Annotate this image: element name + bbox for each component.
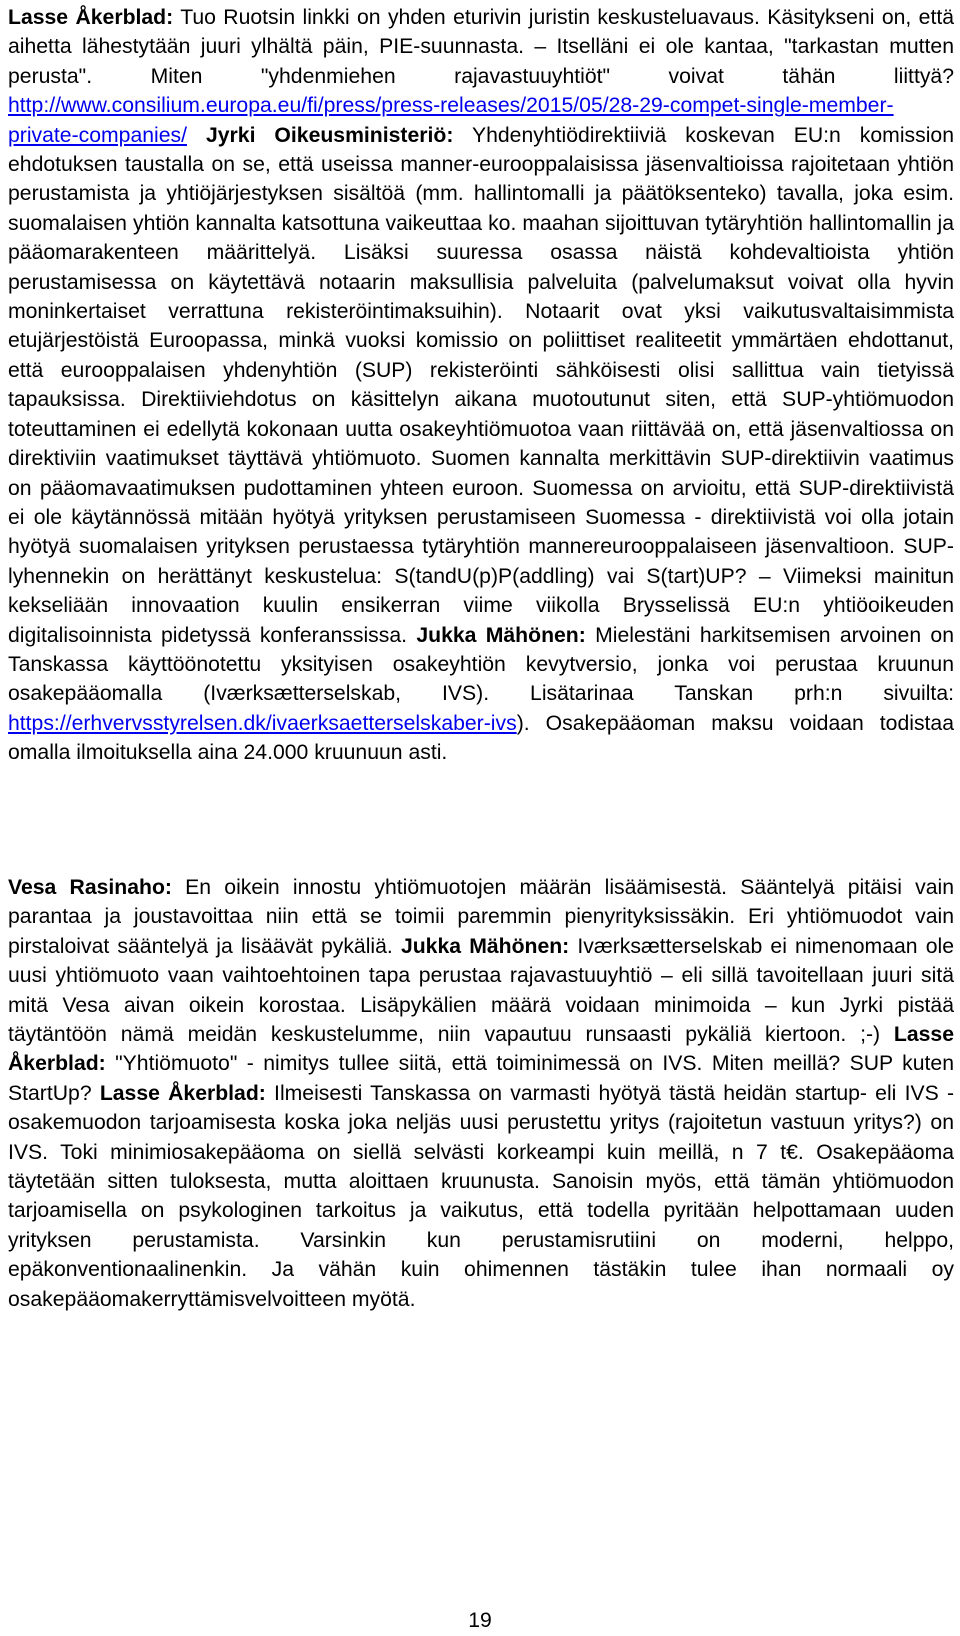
speaker-name: Lasse Åkerblad: [8,6,174,29]
speaker-name: Lasse Åkerblad: [8,1023,954,1076]
hyperlink[interactable]: https://erhvervsstyrelsen.dk/ivaerksaetterselskaber-ivs [8,711,517,735]
body-text: Yhdenyhtiödirektiiviä koskevan EU:n komission ehdotuksen taustalla on se, että useissa manner-eurooppalaisissa jäsenvaltioissa rajoitetaan yhtiön perustamista ja yhtiöjärjestyksen sisältöä (mm. hallintomalli ja päätöksenteko) tavalla, joka esim. suomalaisen yhtiön kannalta katsottuna vaikeuttaa ko. maahan sijoittuvan tytäryhtiön hallintomallin ja pääomarakenteen määrittelyä. Lisäksi suuressa osassa näistä kohdevaltioista yhtiön perustamisessa on käytettävä notaarin maksullisia palveluita (palvelumaksut voivat olla hyvin moninkertaiset verrattuna rekisteröintimaksuihin). Notaarit ovat yksi vaikutusvaltaisimmista etujärjestöistä Euroopassa, minkä vuoksi komissio on poliittiset realiteetit ymmärtäen ehdottanut, että eurooppalaisen yhdenyhtiön (SUP) rekisteröinti sähköisesti olisi sallittua vain tietyissä tapauksissa. Direktiiviehdotus on käsittelyn aikana muotoutunut siten, että SUP-yhtiömuodon toteuttaminen ei edellytä kokonaan uutta osakeyhtiömuotoa vaan riittävää on, että jäsenvaltiossa on direktiviin vaatimukset täyttävä yhtiömuoto. Suomen kannalta merkittävin SUP-direktiivin vaatimus on pääomavaatimuksen pudottaminen yhteen euroon. Suomessa on arvioitu, että SUP-direktiivistä ei ole käytännössä mitään hyötyä yrityksen perustamiseen Suomessa - direktiivistä voi olla jotain hyötyä suomalaisen yrityksen perustaessa tytäryhtiön mannereurooppalaiseen jäsenvaltioon. SUP-lyhennekin on herättänyt keskustelua: S(tandU(p)P(addling) vai S(tart)UP? – Viimeksi mainitun kekseliään innovaation kuulin ensikerran viime viikolla Brysselissä EU:n yhtiöoikeuden digitalisoinnista pidetyssä konferanssissa. [8,123,954,647]
paragraph-1 [8,3,954,768]
body-text: Tuo Ruotsin linkki on yhden eturivin juristin keskusteluavaus. Käsitykseni on, että aihetta lähestytään juuri ylhältä päin, PIE-suunnasta. – Itselläni ei ole kantaa, "tarkastan mutten perusta". Miten "yhdenmiehen rajavastuuyhtiöt" voivat tähän liittyä? [8,6,954,88]
body-text: En oikein innostu yhtiömuotojen määrän lisäämisestä. Sääntelyä pitäisi vain parantaa ja joustavoittaa niin että se toimii paremmin pienyrityksissäkin. Eri yhtiömuodot vain pirstaloivat sääntelyä ja lisäävät pykäliä. [8,876,954,958]
paragraph-2 [8,873,954,1314]
speaker-name: Jyrki Oikeusministeriö: [205,123,454,147]
speaker-name: Jukka Mähönen: [416,623,586,647]
hyperlink[interactable]: http://www.consilium.europa.eu/fi/press/press-releases/2015/05/28-29-compet-single-member-private-companies/ [8,94,894,147]
speaker-name: Jukka Mähönen: [400,934,570,958]
speaker-name: Lasse Åkerblad: [99,1081,266,1105]
body-text: Iværksætterselskab ei nimenomaan ole uusi yhtiömuoto vaan vaihtoehtoinen tapa perustaa rajavastuuyhtiö – eli sillä tavoitellaan juuri sitä mitä Vesa aivan oikein korostaa. Lisäpykälien määrä voidaan minimoida – kun Jyrki pistää täytäntöön nämä meidän keskustelumme, niin vapautuu runsaasti pykäliä kiertoon. ;-) [8,934,954,1047]
page-number: 19 [468,1609,492,1632]
body-text: ). Osakepääoman maksu voidaan todistaa omalla ilmoituksella aina 24.000 kruunuun asti. [8,711,954,765]
speaker-name: Vesa Rasinaho: [8,876,172,899]
body-text: Mielestäni harkitsemisen arvoinen on Tanskassa käyttöönotettu yksityisen osakeyhtiön kevytversio, jonka voi perustaa kruunun osakepääomalla (Iværksætterselskab, IVS). Lisätarinaa Tanskan prh:n sivuilta: [8,623,954,706]
body-text [187,124,206,147]
body-text: Ilmeisesti Tanskassa on varmasti hyötyä tästä heidän startup- eli IVS -osakemuodon tarjoamisesta koska joka neljäs uusi perustettu yritys (rajoitetun vastuun yritys?) on IVS. Toki minimiosakepääoma on siellä selvästi korkeampi kuin meillä, n 7 t€. Osakepääoma täytetään sitten tuloksesta, mutta aloittaen kruunusta. Sanoisin myös, että tämän yhtiömuodon tarjoamisella on psykologinen tarkoitus ja vaikutus, että todella pyritään helpottamaan uuden yrityksen perustamista. Varsinkin kun perustamisrutiini on moderni, helppo, epäkonventionaalinenkin. Ja vähän kuin ohimennen tästäkin tulee ihan normaali oy osakepääomakerryttämisvelvoitteen myötä. [8,1081,955,1311]
body-text: "Yhtiömuoto" - nimitys tullee siitä, että toiminimessä on IVS. Miten meillä? SUP kuten StartUp? [8,1052,954,1105]
